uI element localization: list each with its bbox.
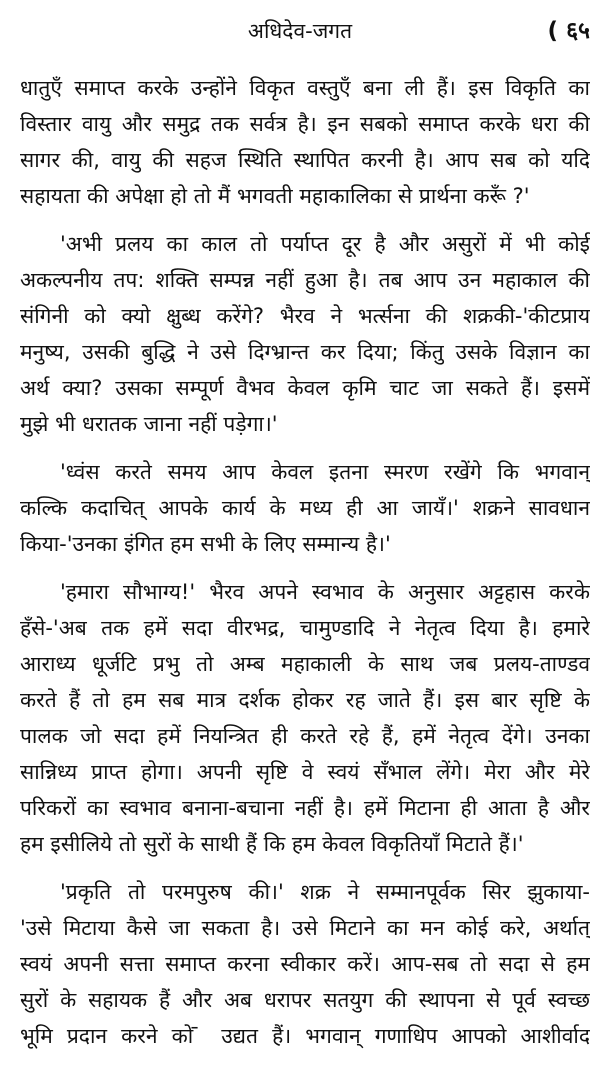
text-line: स्वयं अपनी सत्ता समाप्त करना स्वीकार करें। आप-सब तो सदा से हम [20, 952, 590, 976]
paragraph [20, 874, 590, 1054]
paragraph [20, 226, 590, 442]
text-line: 'ध्वंस करते समय आप केवल इतना स्मरण रखेंगे कि भगवान् [60, 460, 590, 484]
body-text [20, 70, 590, 1066]
text-line: परिकरों का स्वभाव बनाना-बचाना नहीं है। हमें मिटाना ही आता है और [20, 796, 590, 820]
text-line: आराध्य धूर्जटि प्रभु तो अम्ब महाकाली के साथ जब प्रलय-ताण्डव [20, 652, 590, 676]
page-number: ( ६५ [547, 18, 590, 44]
text-line: कल्कि कदाचित् आपके कार्य के मध्य ही आ जायँ।' शक्रने सावधान [20, 496, 590, 520]
text-line: करते हैं तो हम सब मात्र दर्शक होकर रह जाते हैं। इस बार सृष्टि के [20, 688, 590, 712]
text-line: 'उसे मिटाया कैसे जा सकता है। उसे मिटाने का मन कोई करे, अर्थात् [20, 916, 590, 940]
text-line: भूमि प्रदान करने को ̄ उद्यत हैं। भगवान् गणाधिप आपको आशीर्वाद [20, 1024, 590, 1048]
text-line: 'प्रकृति तो परमपुरुष की।' शक्र ने सम्मानपूर्वक सिर झुकाया- [60, 880, 590, 904]
text-line: सहायता की अपेक्षा हो तो मैं भगवती महाकालिका से प्रार्थना करूँ ?' [20, 184, 530, 208]
text-line: धातुएँ समाप्त करके उन्होंने विकृत वस्तुएँ बना ली हैं। इस विकृति का [20, 76, 590, 100]
text-line: संगिनी को क्यो क्षुब्ध करेंगे? भैरव ने भर्त्सना की शक्रकी-'कीटप्राय [20, 304, 590, 328]
page-header [0, 14, 600, 54]
paragraph [20, 574, 590, 862]
text-line: हम इसीलिये तो सुरों के साथी हैं कि हम केवल विकृतियाँ मिटाते हैं।' [20, 832, 524, 856]
text-line: मुझे भी धरातक जाना नहीं पड़ेगा।' [20, 412, 278, 436]
text-line: विस्तार वायु और समुद्र तक सर्वत्र है। इन सबको समाप्त करके धरा की [20, 112, 590, 136]
paragraph [20, 454, 590, 562]
text-line: किया-'उनका इंगित हम सभी के लिए सम्मान्य है।' [20, 532, 391, 556]
text-line: पालक जो सदा हमें नियन्त्रित ही करते रहे हैं, हमें नेतृत्व देंगे। उनका [20, 724, 590, 748]
running-title: अधिदेव-जगत [247, 19, 353, 43]
text-line: मनुष्य, उसकी बुद्धि ने उसे दिग्भ्रान्त कर दिया; किंतु उसके विज्ञान का [20, 340, 590, 364]
text-line: हँसे-'अब तक हमें सदा वीरभद्र, चामुण्डादि ने नेतृत्व दिया है। हमारे [20, 616, 590, 640]
text-line: 'हमारा सौभाग्य!' भैरव अपने स्वभाव के अनुसार अट्टहास करके [60, 580, 590, 604]
text-line: 'अभी प्रलय का काल तो पर्याप्त दूर है और असुरों में भी कोई [60, 232, 590, 256]
text-line: सान्निध्य प्राप्त होगा। अपनी सृष्टि वे स्वयं सँभाल लेंगे। मेरा और मेरे [20, 760, 590, 784]
paragraph [20, 70, 590, 214]
text-line: अर्थ क्या? उसका सम्पूर्ण वैभव केवल कृमि चाट जा सकते हैं। इसमें [20, 376, 590, 400]
text-line: सागर की, वायु की सहज स्थिति स्थापित करनी है। आप सब को यदि [20, 148, 590, 172]
text-line: सुरों के सहायक हैं और अब धरापर सतयुग की स्थापना से पूर्व स्वच्छ [20, 988, 590, 1012]
text-line: अकल्पनीय तप: शक्ति सम्पन्न नहीं हुआ है। तब आप उन महाकाल की [20, 268, 590, 292]
